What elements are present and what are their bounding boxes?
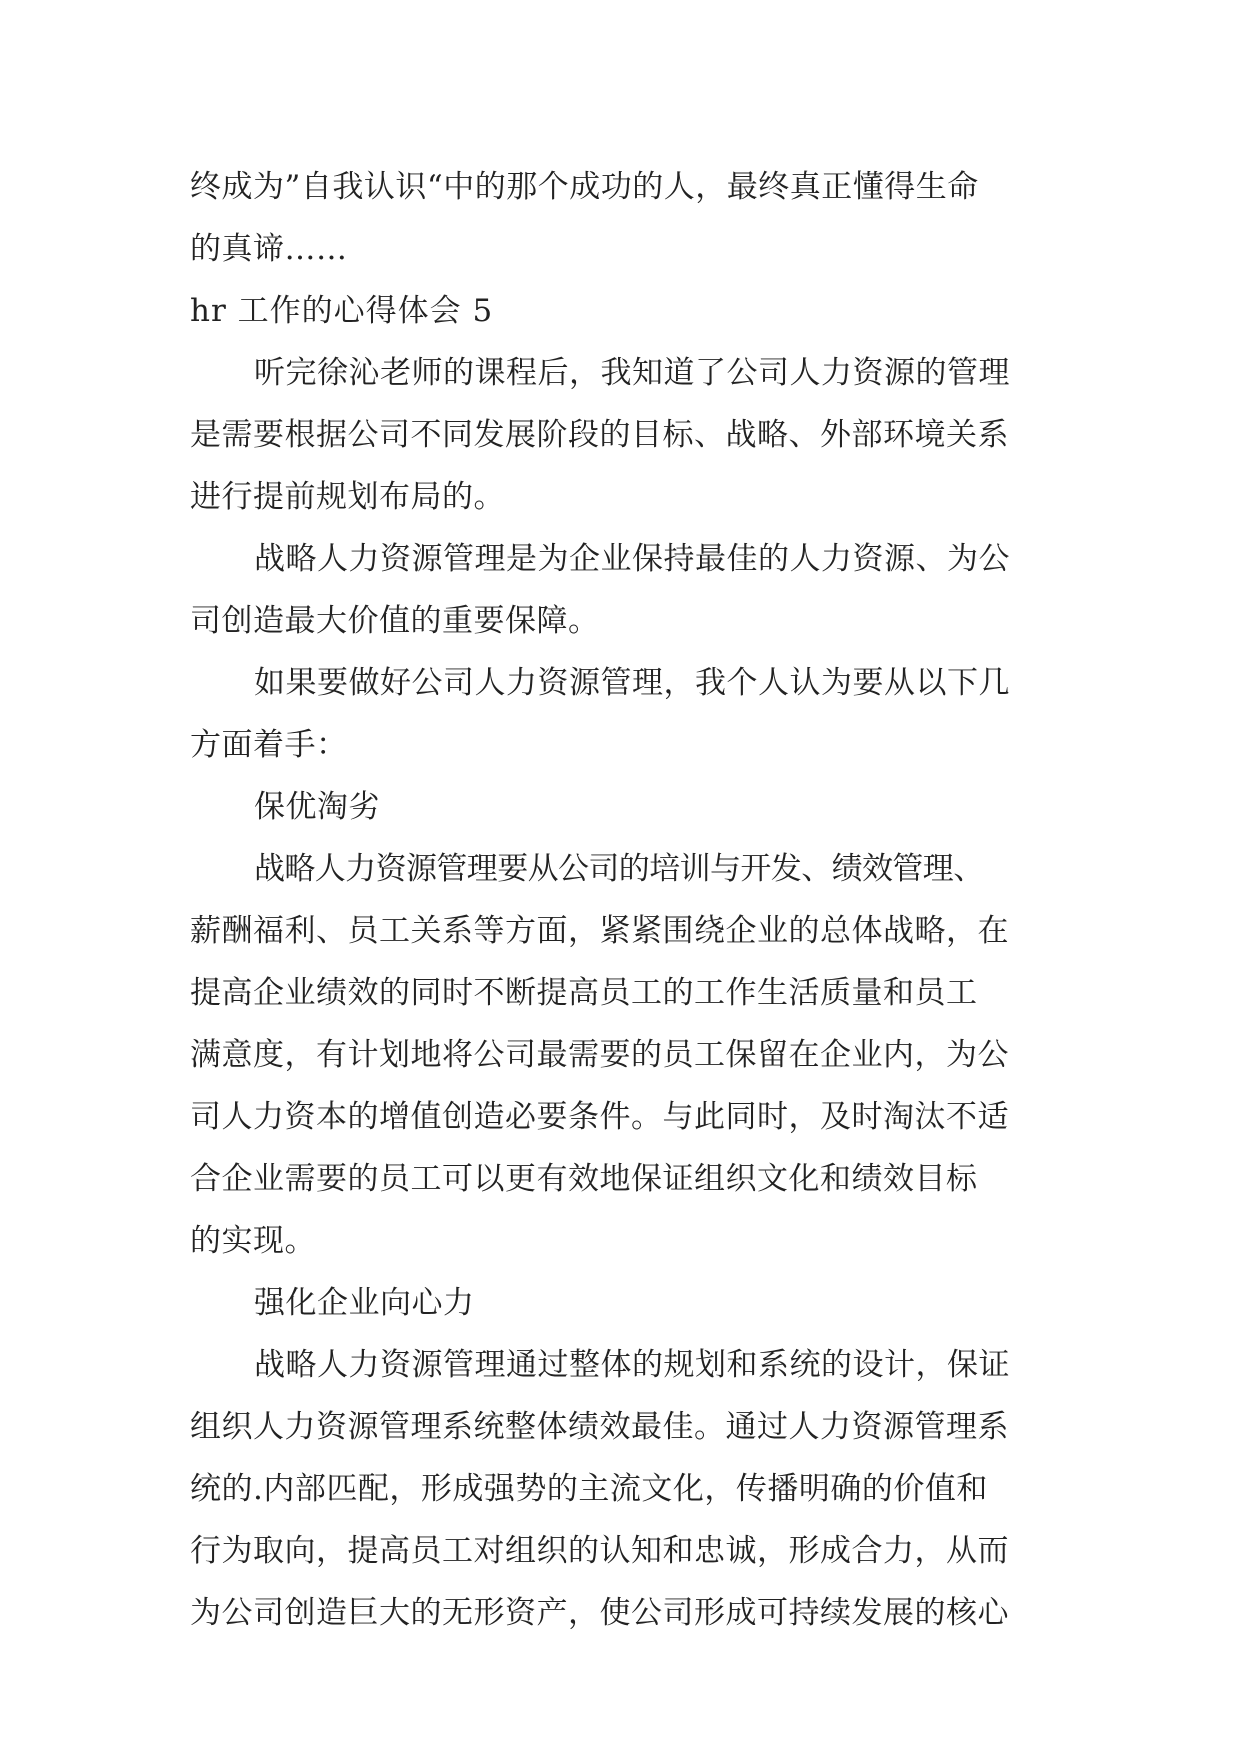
paragraph-line: 满意度，有计划地将公司最需要的员工保留在企业内，为公	[190, 1037, 1009, 1073]
paragraph-line: 进行提前规划布局的。	[190, 479, 505, 515]
paragraph-line: 的真谛……	[190, 231, 348, 267]
subsection-heading: 保优淘劣	[254, 789, 380, 825]
paragraph-line: 的实现。	[190, 1223, 316, 1259]
paragraph-line: 是需要根据公司不同发展阶段的目标、战略、外部环境关系	[190, 417, 1009, 453]
paragraph-line: 方面着手：	[190, 727, 348, 763]
paragraph-line: 提高企业绩效的同时不断提高员工的工作生活质量和员工	[190, 975, 978, 1011]
subsection-heading: 强化企业向心力	[254, 1285, 475, 1321]
paragraph-line: 战略人力资源管理通过整体的规划和系统的设计，保证	[254, 1347, 1010, 1383]
paragraph-line: 如果要做好公司人力资源管理，我个人认为要从以下几	[254, 665, 1010, 701]
paragraph-line: 司创造最大价值的重要保障。	[190, 603, 600, 639]
paragraph-line: 合企业需要的员工可以更有效地保证组织文化和绩效目标	[190, 1161, 978, 1197]
paragraph-line: 终成为”自我认识“中的那个成功的人，最终真正懂得生命	[190, 169, 979, 205]
paragraph-line: 行为取向，提高员工对组织的认知和忠诚，形成合力，从而	[190, 1533, 1009, 1569]
paragraph-line: 司人力资本的增值创造必要条件。与此同时，及时淘汰不适	[190, 1099, 1009, 1135]
paragraph-line: 战略人力资源管理是为企业保持最佳的人力资源、为公	[254, 541, 1010, 577]
paragraph-line: 战略人力资源管理要从公司的培训与开发、绩效管理、	[254, 851, 984, 887]
paragraph-line: 为公司创造巨大的无形资产，使公司形成可持续发展的核心	[190, 1595, 1009, 1631]
paragraph-line: 统的.内部匹配，形成强势的主流文化，传播明确的价值和	[190, 1471, 988, 1507]
paragraph-line: 组织人力资源管理系统整体绩效最佳。通过人力资源管理系	[190, 1409, 1009, 1445]
paragraph-line: 听完徐沁老师的课程后，我知道了公司人力资源的管理	[254, 355, 1010, 391]
document-body	[190, 156, 1060, 1644]
section-heading: hr 工作的心得体会 5	[190, 293, 494, 329]
paragraph-line: 薪酬福利、员工关系等方面，紧紧围绕企业的总体战略，在	[190, 913, 1009, 949]
